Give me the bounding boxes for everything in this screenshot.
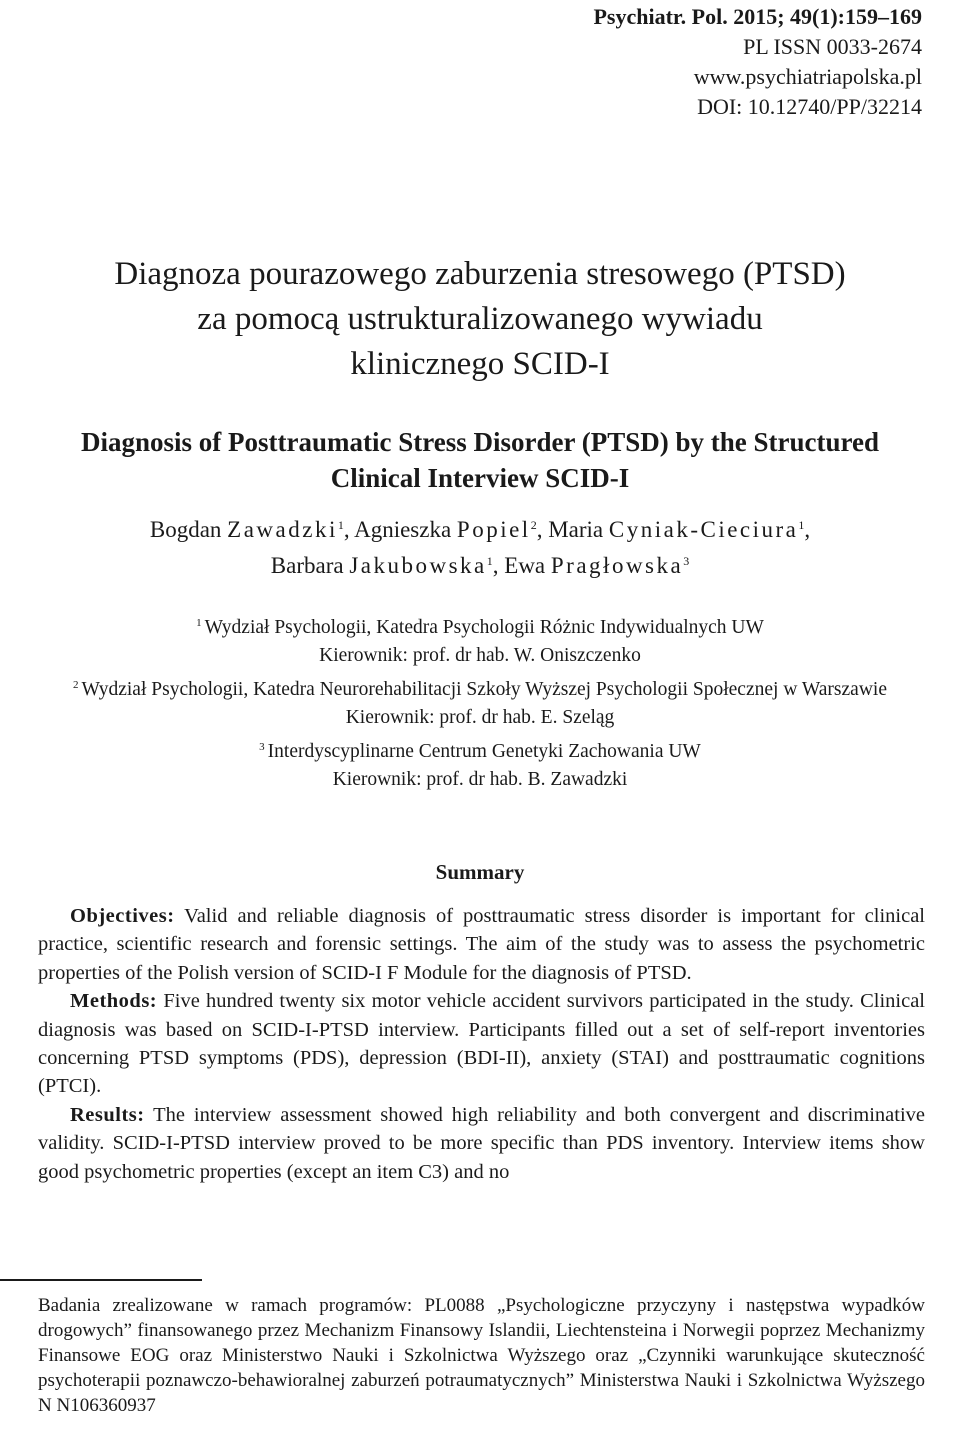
journal-issn: PL ISSN 0033-2674 bbox=[743, 34, 922, 59]
title-english-line: Clinical Interview SCID-I bbox=[330, 463, 630, 493]
summary-heading: Summary bbox=[435, 860, 525, 884]
funding-footnote: Badania zrealizowane w ramach programów: PL0088 „Psychologiczne przyczyny i następstwa wypadków drogowych” finansowanego przez Mechanizm Finansowy Islandii, Liechtensteina i Norwegii poprzez Mechanizmy Finansowe EOG oraz Ministerstwo Nauki i Szkolnictwa Wyższego oraz „Czynniki warunkujące skuteczność psychoterapii poznawczo-behawioralnej zaburzeń potraumatycznych” Ministerstwa Nauki i Szkolnictwa Wyższego N N106360937 bbox=[38, 1295, 925, 1416]
affiliation: $^2$ Wydział Psychologii, Katedra Neurorehabilitacji Szkoły Wyższej Psychologii Społecznej w Warszawie Kierownik: prof. dr hab. E. Szeląg bbox=[30, 676, 930, 732]
abstract-methods: Methods: Five hundred twenty six motor vehicle accident survivors participated in the study. Clinical diagnosis was based on SCID-I-PTSD interview. Participants filled out a set of self-report inventories concerning PTSD symptoms (PDS), depression (BDI-II), anxiety (STAI) and posttraumatic cognitions (PTCI). bbox=[38, 990, 925, 1098]
journal-citation: Psychiatr. Pol. 2015; 49(1):159–169 bbox=[593, 4, 922, 29]
title-polish-line: Diagnoza pourazowego zaburzenia stresowego (PTSD) bbox=[114, 256, 846, 292]
title-english bbox=[10, 424, 950, 496]
author-line bbox=[20, 548, 940, 584]
footnote-divider bbox=[0, 1279, 202, 1281]
author: Ewa Pragłowska$^3$ bbox=[504, 553, 690, 578]
author-list bbox=[20, 512, 940, 584]
article-doi: DOI: 10.12740/PP/32214 bbox=[697, 94, 922, 119]
affiliation-list bbox=[30, 614, 930, 800]
affiliation: $^1$ Wydział Psychologii, Katedra Psychologii Różnic Indywidualnych UW Kierownik: prof. dr hab. W. Oniszczenko bbox=[30, 614, 930, 670]
abstract bbox=[38, 902, 925, 1186]
affiliation-head: Kierownik: prof. dr hab. E. Szeląg bbox=[345, 707, 615, 728]
author: Bogdan Zawadzki$^1$, bbox=[149, 517, 350, 542]
abstract-objectives: Objectives: Valid and reliable diagnosis of posttraumatic stress disorder is important for clinical practice, scientific research and forensic settings. The aim of the study was to assess the psychometric properties of the Polish version of SCID-I F Module for the diagnosis of PTSD. bbox=[38, 905, 925, 984]
title-polish-line: za pomocą ustrukturalizowanego wywiadu bbox=[197, 301, 763, 337]
affiliation: $^3$ Interdyscyplinarne Centrum Genetyki Zachowania UW Kierownik: prof. dr hab. B. Zawadzki bbox=[30, 738, 930, 794]
author: Agnieszka Popiel$^2$, bbox=[354, 517, 543, 542]
title-english-line: Diagnosis of Posttraumatic Stress Disorder (PTSD) by the Structured bbox=[81, 427, 879, 457]
affiliation-head: Kierownik: prof. dr hab. W. Oniszczenko bbox=[319, 645, 641, 666]
author: Maria Cyniak-Cieciura$^1$, bbox=[548, 517, 811, 542]
abstract-results: Results: The interview assessment showed high reliability and both convergent and discriminative validity. SCID-I-PTSD interview proved to be more specific than PDS inventory. Interview items show good psychometric properties (except an item C3) and no bbox=[38, 1103, 925, 1183]
author: Barbara Jakubowska$^1$, bbox=[270, 553, 499, 578]
author-line bbox=[20, 512, 940, 548]
title-polish bbox=[30, 252, 930, 387]
title-polish-line: klinicznego SCID-I bbox=[350, 346, 610, 382]
affiliation-head: Kierownik: prof. dr hab. B. Zawadzki bbox=[332, 769, 628, 790]
journal-header bbox=[593, 2, 922, 122]
journal-website: www.psychiatriapolska.pl bbox=[693, 64, 922, 89]
